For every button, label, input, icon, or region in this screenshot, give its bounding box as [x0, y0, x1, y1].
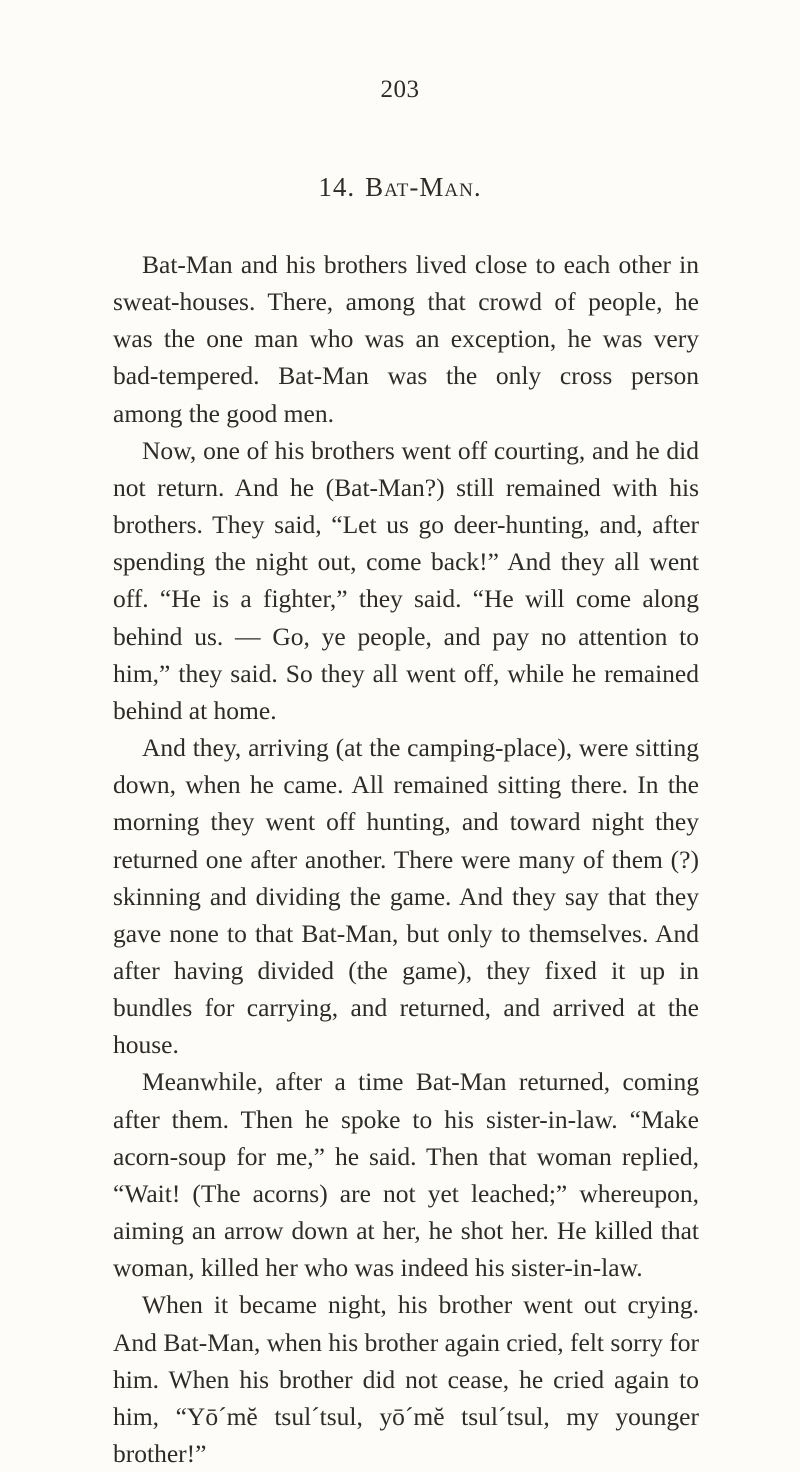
paragraph: Now, one of his brothers went off courting, and he did not return. And he (Bat-Man?) still remained with his brothers. They said, “Let us go deer-hunting, and, after spending the night out, come back!” And they all went off. “He is a fighter,” they said. “He will come along behind us. — Go, ye people, and pay no attention to him,” they said. So they all went off, while he remained behind at home.	[113, 435, 699, 725]
page-number: 203	[380, 76, 420, 103]
chapter-title: Bat-Man.	[365, 172, 482, 202]
chapter-number: 14.	[318, 172, 356, 202]
paragraph: And they, arriving (at the camping-place), were sitting down, when he came. All remained sitting there. In the morning they went off hunting, and toward night they returned one after another. There were many of them (?) skinning and dividing the game. And they say that they gave none to that Bat-Man, but only to themselves. And after having divided (the game), they fixed it up in bundles for carrying, and returned, and arrived at the house.	[113, 733, 699, 1060]
paragraph: When it became night, his brother went out crying. And Bat-Man, when his brother again cried, felt sorry for him. When his brother did not cease, he cried again to him, “Yō´mĕ tsul´tsul, yō´mĕ tsul´tsul, my younger brother!”	[113, 1290, 699, 1468]
chapter-heading	[0, 172, 800, 203]
body-text	[113, 246, 699, 1472]
paragraph: Bat-Man and his brothers lived close to each other in sweat-houses. There, among that crowd of people, he was the one man who was an exception, he was very bad-tempered. Bat-Man was the only cross person among the good men.	[113, 250, 699, 428]
paragraph: Meanwhile, after a time Bat-Man returned, coming after them. Then he spoke to his sister-in-law. “Make acorn-soup for me,” he said. Then that woman replied, “Wait! (The acorns) are not yet leached;” whereupon, aiming an arrow down at her, he shot her. He killed that woman, killed her who was indeed his sister-in-law.	[113, 1067, 699, 1283]
